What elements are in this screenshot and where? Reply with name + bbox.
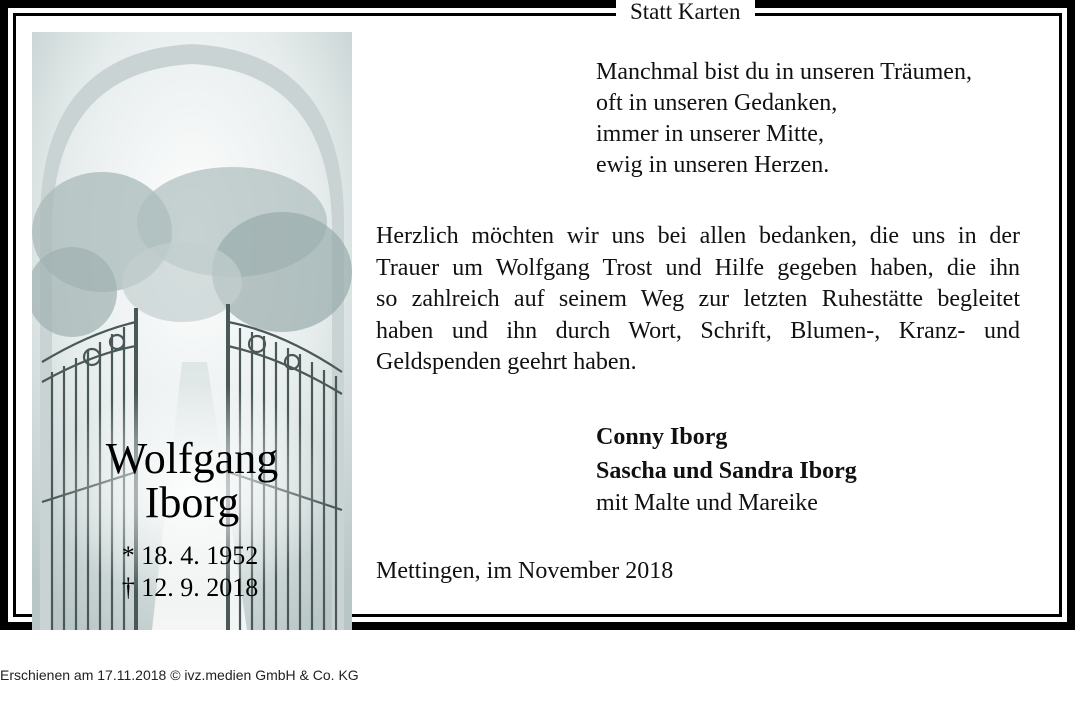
thanks-line: Trauer um Wolfgang Trost und Hilfe gegeben haben, die ihn bbox=[376, 254, 1020, 281]
publication-footer: Erschienen am 17.11.2018 © ivz.medien GmbH & Co. KG bbox=[0, 667, 359, 683]
place-and-date: Mettingen, im November 2018 bbox=[376, 558, 674, 584]
thanks-line: Herzlich möchten wir uns bei allen bedanken, die uns in der bbox=[376, 223, 1020, 249]
poem bbox=[596, 57, 972, 181]
poem-line: ewig in unseren Herzen. bbox=[596, 152, 830, 178]
signers bbox=[596, 420, 857, 518]
death-date: † 12. 9. 2018 bbox=[121, 573, 259, 602]
deceased-first-name: Wolfgang bbox=[105, 434, 279, 483]
deceased-name bbox=[32, 434, 352, 527]
cemetery-gate-image bbox=[32, 32, 352, 630]
signer-addition: mit Malte und Mareike bbox=[596, 490, 818, 516]
birth-date: * 18. 4. 1952 bbox=[121, 541, 259, 570]
poem-line: immer in unserer Mitte, bbox=[596, 121, 824, 147]
poem-line: oft in unseren Gedanken, bbox=[596, 90, 838, 116]
header-label: Statt Karten bbox=[616, 0, 755, 26]
thanks-paragraph bbox=[376, 221, 1020, 379]
signer-name: Conny Iborg bbox=[596, 424, 728, 450]
signer-name: Sascha und Sandra Iborg bbox=[596, 458, 857, 484]
thanks-line: Geldspenden geehrt haben. bbox=[376, 349, 637, 375]
thanks-line: so zahlreich auf seinem Weg zur letzten Ruhestätte begleitet bbox=[376, 286, 1020, 312]
thanks-line: haben und ihn durch Wort, Schrift, Blumen-, Kranz- und bbox=[376, 317, 1020, 344]
poem-line: Manchmal bist du in unseren Träumen, bbox=[596, 59, 972, 85]
deceased-last-name: Iborg bbox=[144, 478, 240, 527]
life-dates bbox=[32, 540, 348, 604]
